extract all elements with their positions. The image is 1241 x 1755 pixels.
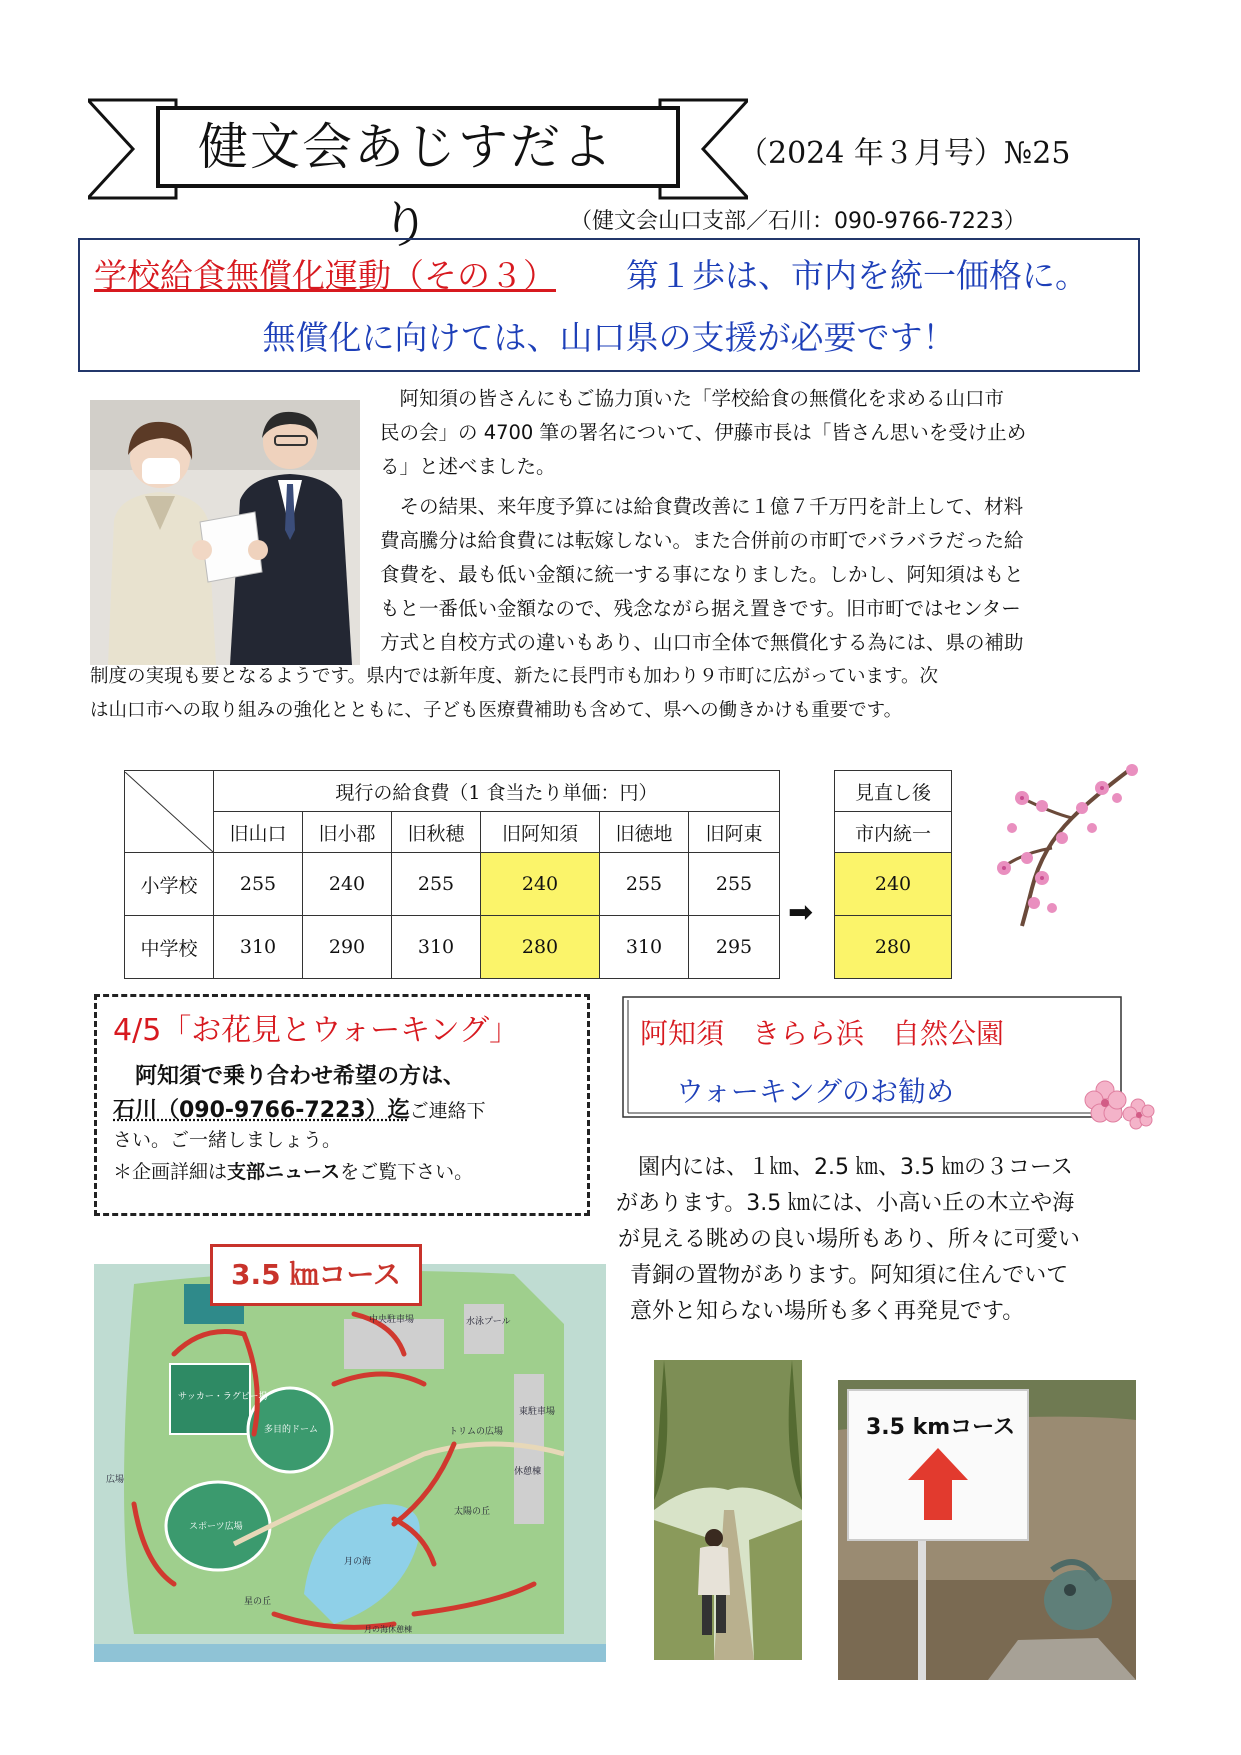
table-row: [125, 916, 780, 979]
map-label: 東駐車場: [519, 1407, 556, 1417]
headline-sub: 無償化に向けては、山口県の支援が必要です！: [262, 318, 956, 357]
contact-request: ご連絡下: [409, 1100, 486, 1122]
newsletter-title: 健文会あじすだより: [198, 118, 614, 254]
column-header: 旧阿東: [689, 812, 780, 853]
contact-phone: 石川（090-9766-7223）迄: [113, 1098, 410, 1123]
map-label: トリムの広場: [449, 1427, 504, 1437]
table-cell: 310: [600, 916, 689, 979]
article-line: その結果、来年度予算には給食費改善に１億７千万円を計上して、材料: [380, 495, 1024, 518]
park-text-line: 園内には、１㎞、2.5 ㎞、3.5 ㎞の３コース: [638, 1155, 1073, 1180]
table-cell: 290: [303, 916, 392, 979]
walking-event-title: 4/5「お花見とウォーキング」: [113, 1013, 520, 1048]
column-header: 旧徳地: [600, 812, 689, 853]
table-cell: 295: [689, 916, 780, 979]
detail-post: をご覧下さい。: [340, 1161, 474, 1183]
column-header: 旧山口: [214, 812, 303, 853]
map-label: 中央駐車場: [369, 1315, 415, 1325]
headline-main: 第１歩は、市内を統一価格に。: [626, 256, 1088, 295]
column-header: 旧秋穂: [392, 812, 481, 853]
table-cell: 310: [214, 916, 303, 979]
park-subheading: ウォーキングのお勧め: [676, 1075, 955, 1108]
article-line: もと一番低い金額なので、残念ながら据え置きです。旧市町ではセンター: [380, 597, 1021, 620]
table-cell: 255: [689, 853, 780, 916]
carpool-contact-line: [113, 1093, 486, 1124]
map-label: 太陽の丘: [454, 1507, 491, 1517]
unified-fee-table: [834, 770, 952, 979]
unified-caption: 見直し後: [835, 771, 952, 812]
article-line: 阿知須の皆さんにもご協力頂いた「学校給食の無償化を求める山口市: [380, 387, 1005, 410]
table-cell-highlight: 240: [481, 853, 600, 916]
right-arrow-icon: ➡: [788, 895, 814, 930]
article-line: は山口市への取り組みの強化とともに、子ども医療費補助も含めて、県への働きかけも重要です。: [90, 700, 903, 721]
column-header: 旧阿知須: [481, 812, 600, 853]
article-line: 方式と自校方式の違いもあり、山口市全体で無償化する為には、県の補助: [380, 631, 1024, 654]
course-label: 3.5 ㎞コース: [210, 1244, 422, 1306]
article-line: る」と述べました。: [380, 455, 556, 478]
column-header: 旧小郡: [303, 812, 392, 853]
row-label: 小学校: [125, 853, 214, 916]
table-row: [125, 853, 780, 916]
map-label: 休憩棟: [514, 1467, 542, 1477]
carpool-line: 阿知須で乗り合わせ希望の方は、: [113, 1064, 466, 1089]
course-sign-photo: [838, 1380, 1136, 1680]
map-label: 月の海: [344, 1557, 372, 1567]
table-cell-highlight: 280: [481, 916, 600, 979]
table-cell: 240: [303, 853, 392, 916]
detail-pre: ＊企画詳細は: [113, 1161, 228, 1183]
table-cell: 310: [392, 916, 481, 979]
plum-blossom-illustration: [982, 758, 1142, 928]
park-course-map: [94, 1264, 606, 1662]
unified-cell-elementary: 240: [835, 853, 952, 916]
petition-handover-photo: [90, 400, 360, 665]
current-fee-table: [124, 770, 780, 979]
park-text-line: があります。3.5 ㎞には、小高い丘の木立や海: [616, 1191, 1075, 1216]
article-line: 食費を、最も低い金額に統一する事になりました。しかし、阿知須はもと: [380, 563, 1024, 586]
park-text-line: 青銅の置物があります。阿知須に住んでいて: [630, 1263, 1069, 1288]
sign-text: 3.5 kmコース: [866, 1415, 1016, 1440]
map-label: 多目的ドーム: [264, 1425, 319, 1435]
headline-box: [78, 238, 1140, 372]
table-cell: 255: [600, 853, 689, 916]
unified-cell-junior: 280: [835, 916, 952, 979]
map-label: サッカー・ラグビー場: [178, 1392, 268, 1402]
map-label: 星の丘: [244, 1597, 272, 1607]
diagonal-line: [125, 772, 213, 852]
article-line: 民の会」の 4700 筆の署名について、伊藤市長は「皆さん思いを受け止め: [380, 421, 1027, 444]
park-heading: 阿知須 きらら浜 自然公園: [640, 1017, 1005, 1050]
article-line: 費高騰分は給食費には転嫁しない。また合併前の市町でバラバラだった給: [380, 529, 1024, 552]
detail-line: [113, 1157, 473, 1184]
branch-news: 支部ニュース: [227, 1161, 341, 1183]
map-label: 広場: [106, 1475, 125, 1485]
park-text-line: が見える眺めの良い場所もあり、所々に可愛い: [618, 1227, 1081, 1252]
row-label: 中学校: [125, 916, 214, 979]
map-label: スポーツ広場: [189, 1522, 243, 1532]
contact-line: （健文会山口支部／石川：090-9766-7223）: [570, 209, 1026, 234]
issue-number: （2024 年３月号）№25: [738, 136, 1071, 171]
invite-line: さい。ご一緒しましょう。: [113, 1129, 342, 1151]
table-cell: 255: [214, 853, 303, 916]
map-label: 水泳プール: [466, 1317, 511, 1327]
map-label: 月の海休憩棟: [364, 1625, 412, 1634]
walking-event-box: [94, 994, 590, 1216]
article-line: 制度の実現も要となるようです。県内では新年度、新たに長門市も加わり９市町に広がっています。次: [90, 666, 939, 687]
table-cell: 255: [392, 853, 481, 916]
unified-column: 市内統一: [835, 812, 952, 853]
cherry-blossom-icon: [1080, 1070, 1160, 1130]
table-corner-cell: [125, 771, 214, 853]
park-text-line: 意外と知らない場所も多く再発見です。: [630, 1299, 1025, 1324]
fee-table-caption: 現行の給食費（1 食当たり単価：円）: [214, 771, 780, 812]
walking-path-photo: [654, 1360, 802, 1660]
headline-series: 学校給食無償化運動（その３）: [94, 256, 556, 295]
